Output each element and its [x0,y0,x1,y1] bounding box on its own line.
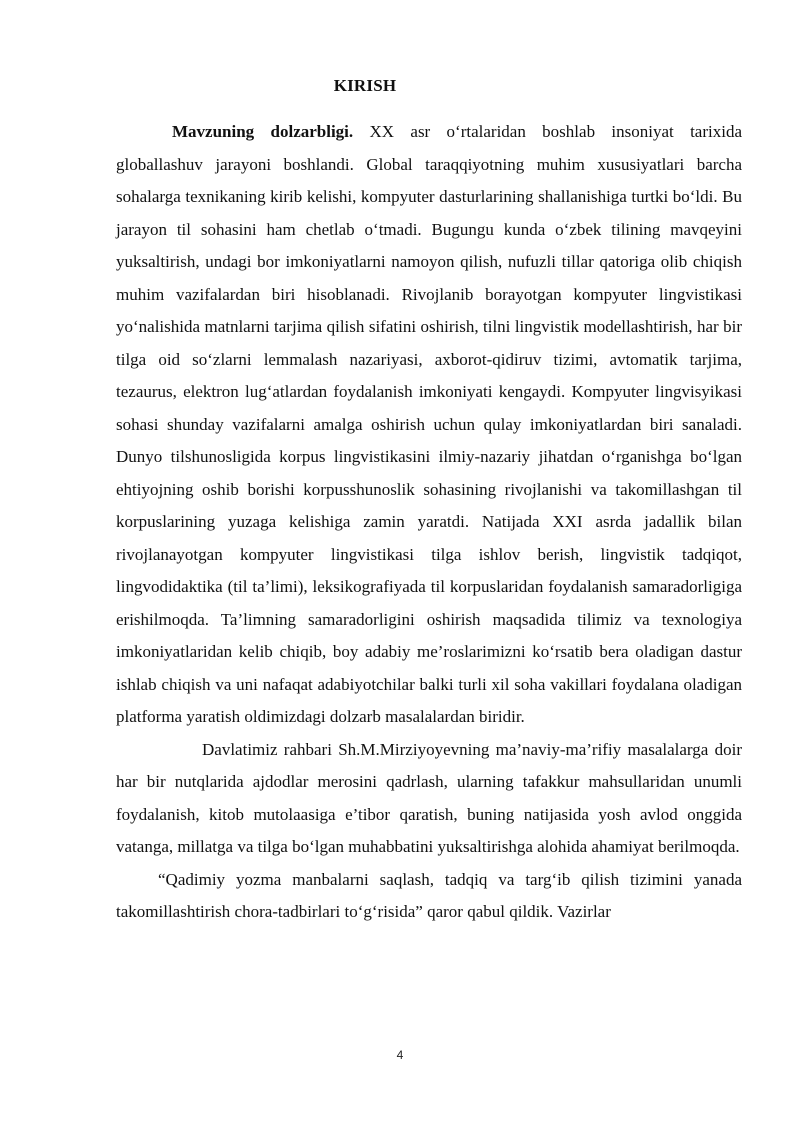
paragraph-decree [116,864,742,929]
page-title: KIRISH [333,76,397,95]
document-body [116,116,742,929]
page-number: 4 [396,1048,404,1062]
paragraph-lead: Mavzuning dolzarbligi. [172,122,354,141]
paragraph-text: Davlatimiz rahbari Sh.M.Mirziyoyevning ma’naviy-ma’rifiy masalalarga doir har bir nutqlarida ajdodlar merosini qadrlash, ularning tafakkur mahsullaridan unumli foydalanish, kitob mutolaasiga e’tibor qaratish, buning natijasida yosh avlod onggida vatanga, millatga va tilga bo‘lgan muhabbatini yuksaltirishga alohida ahamiyat berilmoqda. [116,739,742,856]
paragraph-text: XX asr o‘rtalaridan boshlab insoniyat tarixida globallashuv jarayoni boshlandi. Global taraqqiyotning muhim xususiyatlari barcha sohalarga texnikaning kirib kelishi, kompyuter dasturlarining shallanishiga turtki bo‘ldi. Bu jarayon til sohasini ham chetlab o‘tmadi. Bugungu kunda o‘zbek tilining mavqeyini yuksaltirish, undagi bor imkoniyatlarni namoyon qilish, nufuzli tillar qatoriga olib chiqish muhim vazifalardan biri hisoblanadi. Rivojlanib borayotgan kompyuter lingvistikasi yo‘nalishida matnlarni tarjima qilish sifatini oshirish, tilni lingvistik modellashtirish, har bir tilga oid so‘zlarni lemmalash nazariyasi, axborot-qidiruv tizimi, avtomatik tarjima, tezaurus, elektron lug‘atlardan foydalanish imkoniyati kengaydi. Kompyuter lingvisyikasi sohasi shunday vazifalarni amalga oshirish uchun qulay imkoniyatlardan biri sanaladi. Dunyo tilshunosligida korpus lingvistikasini ilmiy-nazariy jihatdan o‘rganishga bo‘lgan ehtiyojning oshib borishi korpusshunoslik sohasining rivojlanishi va takomillashgan til korpuslarining yuzaga kelishiga zamin yaratdi. Natijada XXI asrda jadallik bilan rivojlanayotgan kompyuter lingvistikasi tilga ishlov berish, lingvistik tadqiqot, lingvodidaktika (til ta’limi), leksikografiyada til korpuslaridan foydalanish samaradorligiga erishilmoqda. Ta’limning samaradorligini oshirish maqsadida tilimiz va texnologiya imkoniyatlaridan kelib chiqib, boy adabiy me’roslarimizni ko‘rsatib bera oladigan dastur ishlab chiqish va uni nafaqat adabiyotchilar balki turli xil soha vakillari foydalana oladigan platforma yaratish oldimizdagi dolzarb masalalardan biridir. [116,122,742,726]
paragraph-president [116,734,742,864]
paragraph-text: “Qadimiy yozma manbalarni saqlash, tadqiq va targ‘ib qilish tizimini yanada takomillashtirish chora-tadbirlari to‘g‘risida” qaror qabul qildik. Vazirlar [116,869,742,921]
paragraph-relevance [116,116,742,734]
